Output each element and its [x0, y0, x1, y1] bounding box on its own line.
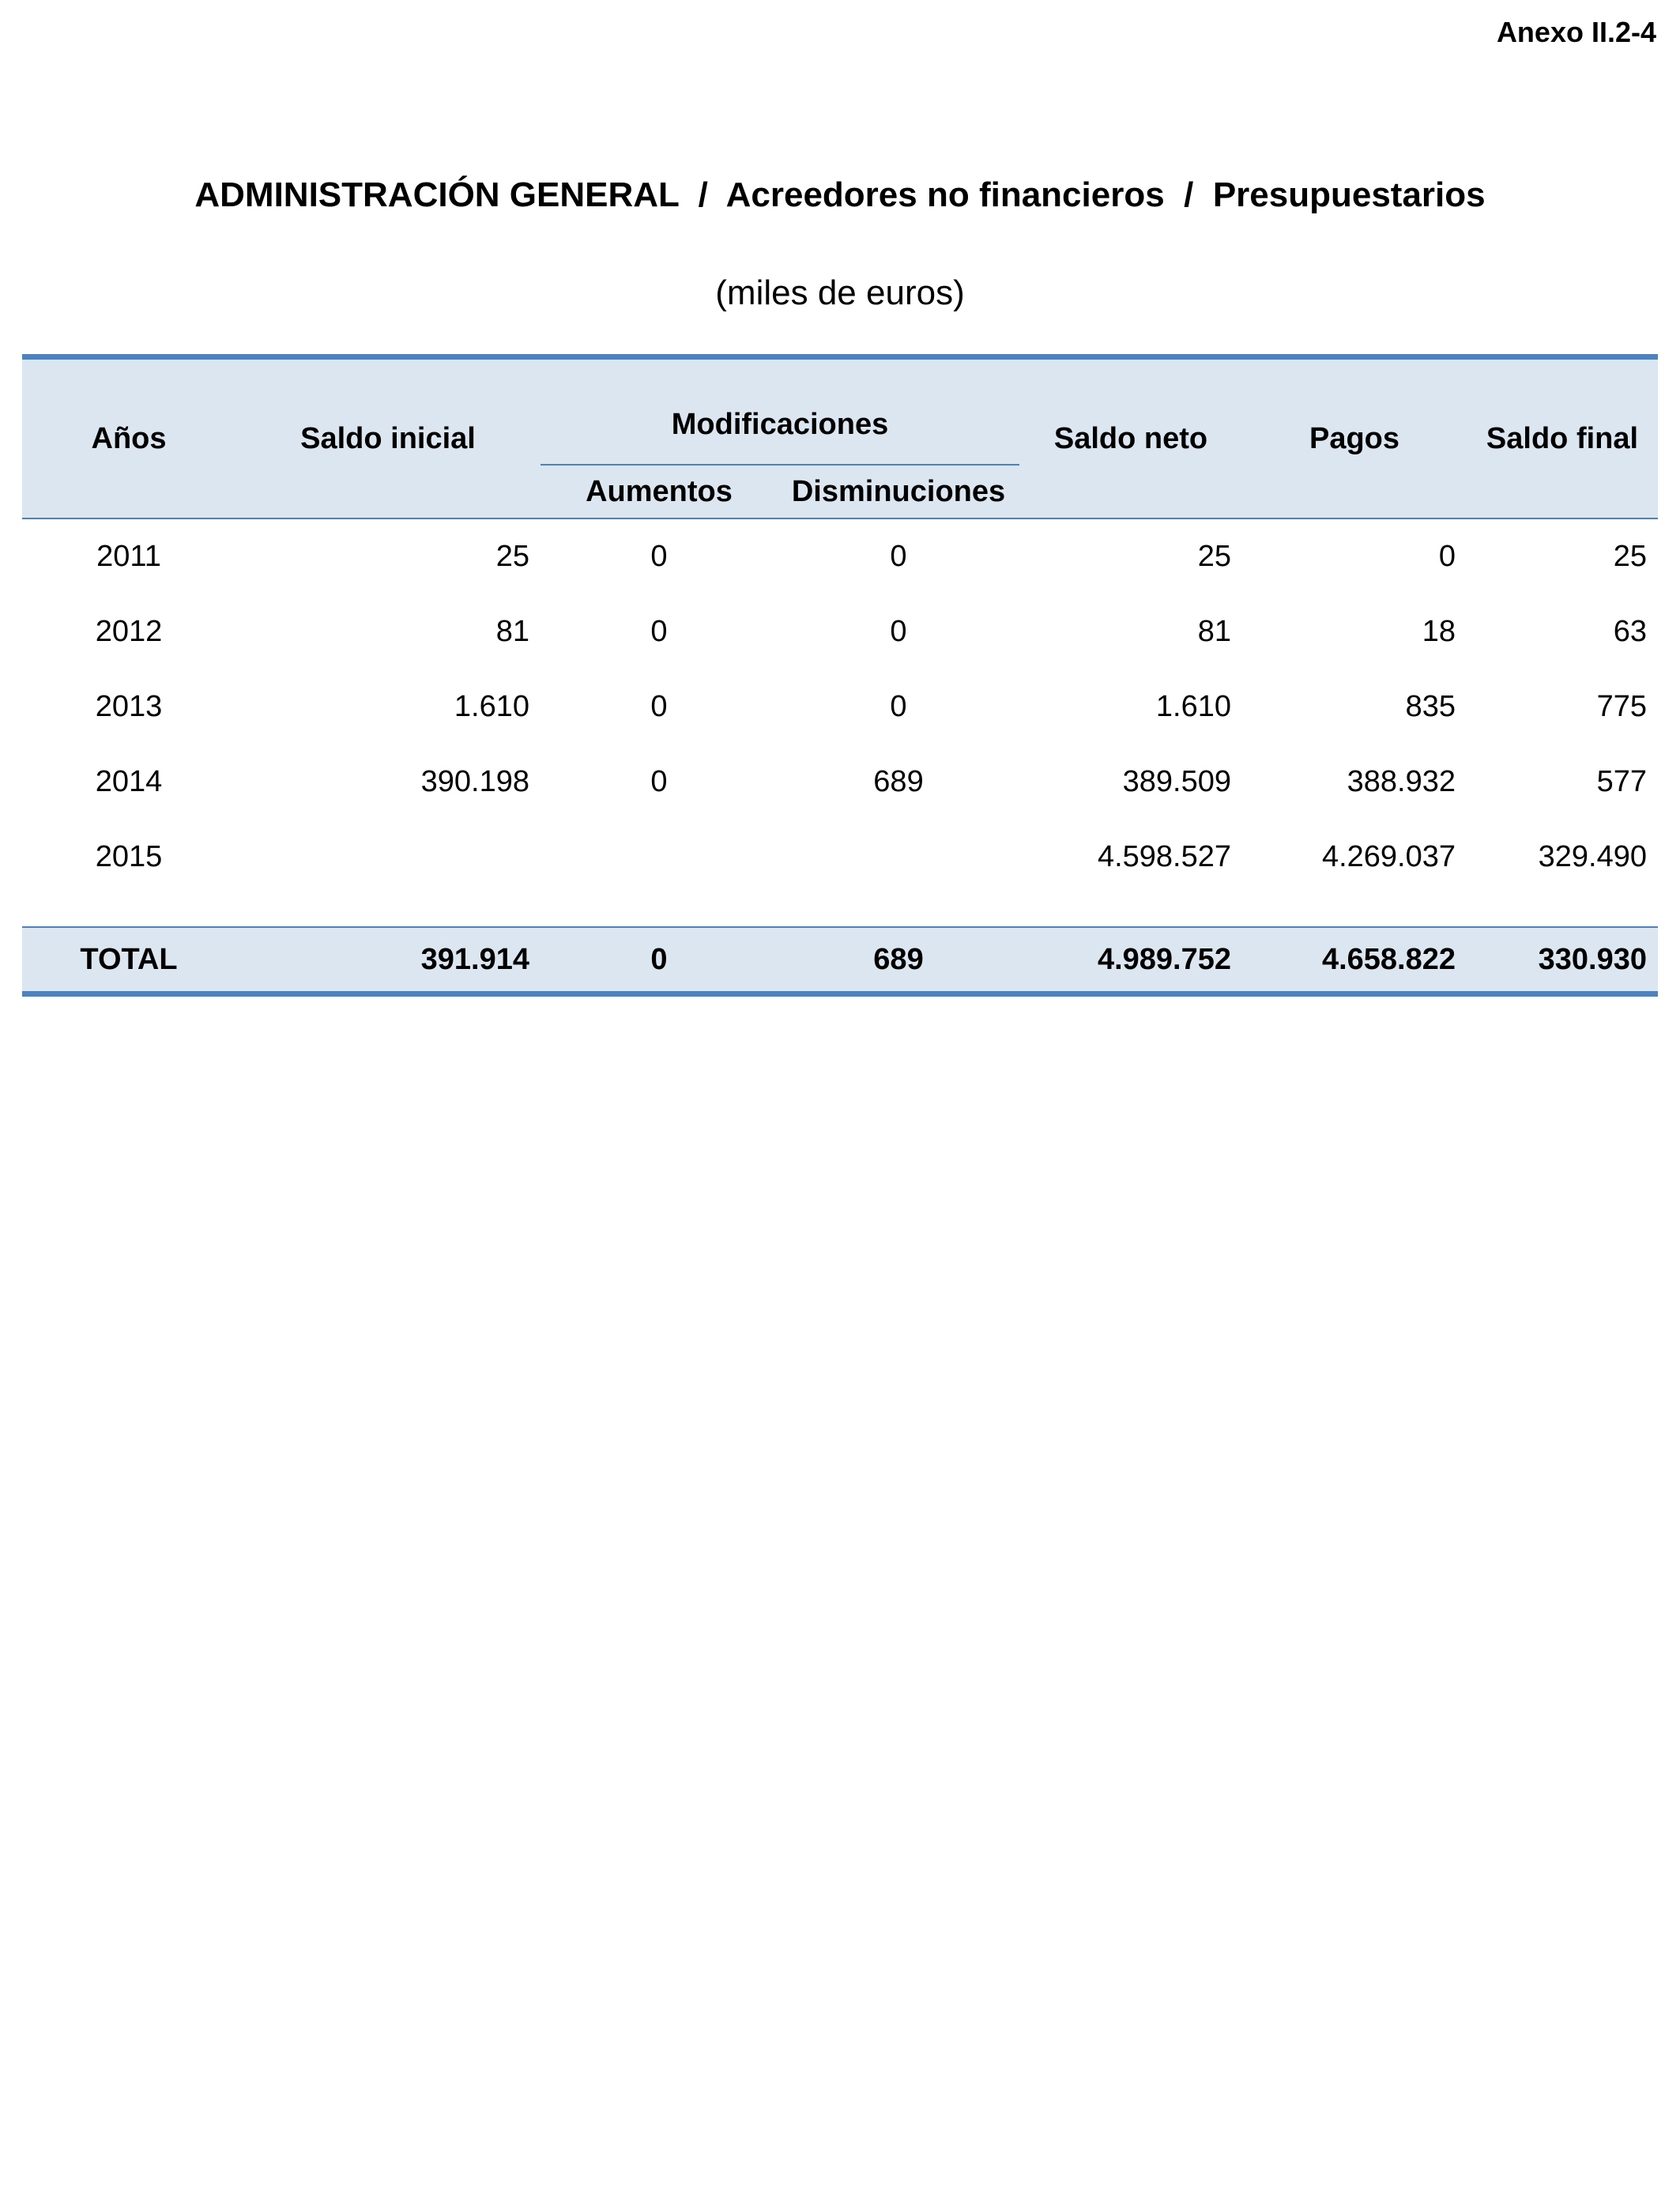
cell-net: 4.598.527	[1097, 840, 1231, 873]
total-payments: 4.658.822	[1242, 927, 1467, 994]
header-increases: Aumentos	[541, 465, 778, 518]
cell-payments: 388.932	[1347, 765, 1456, 798]
cell-year: 2015	[95, 840, 163, 873]
cell-final: 577	[1596, 765, 1647, 798]
table-row	[22, 594, 1658, 669]
cell-payments: 835	[1405, 690, 1456, 723]
table-footer	[22, 927, 1658, 994]
cell-final: 775	[1596, 690, 1647, 723]
cell-payments: 4.269.037	[1321, 840, 1456, 873]
header-initial-balance: Saldo inicial	[235, 357, 541, 519]
cell-increases	[541, 820, 778, 895]
cell-payments: 0	[1438, 540, 1456, 573]
cell-decreases: 0	[890, 690, 907, 723]
cell-year: 2011	[96, 540, 161, 573]
header-years: Años	[22, 357, 235, 519]
annex-label: Anexo II.2-4	[1496, 16, 1656, 48]
cell-final: 329.490	[1538, 840, 1647, 873]
cell-increases: 0	[650, 615, 668, 648]
header-final-balance: Saldo final	[1467, 357, 1658, 519]
cell-net: 25	[1197, 540, 1231, 573]
table-row	[22, 745, 1658, 820]
cell-decreases: 689	[873, 765, 924, 798]
cell-initial: 25	[495, 540, 529, 573]
cell-decreases: 0	[890, 615, 907, 648]
cell-payments: 18	[1422, 615, 1456, 648]
cell-year: 2012	[95, 615, 163, 648]
header-modifications: Modificaciones	[541, 357, 1019, 466]
cell-net: 1.610	[1155, 690, 1231, 723]
cell-year: 2014	[95, 765, 163, 798]
spacer-row	[22, 895, 1658, 927]
cell-net: 389.509	[1122, 765, 1231, 798]
cell-initial: 390.198	[420, 765, 529, 798]
cell-increases: 0	[650, 540, 668, 573]
header-net-balance: Saldo neto	[1019, 357, 1242, 519]
total-row	[22, 927, 1658, 994]
cell-increases: 0	[650, 765, 668, 798]
table-row	[22, 820, 1658, 895]
total-label: TOTAL	[22, 927, 235, 994]
table-header	[22, 357, 1658, 519]
page-title: ADMINISTRACIÓN GENERAL / Acreedores no financieros / Presupuestarios	[194, 175, 1486, 214]
cell-decreases	[778, 820, 1019, 895]
cell-final: 63	[1613, 615, 1647, 648]
cell-year: 2013	[95, 690, 163, 723]
spacer-cell	[22, 895, 1658, 927]
cell-net: 81	[1197, 615, 1231, 648]
total-initial: 391.914	[235, 927, 541, 994]
creditors-table	[22, 354, 1658, 997]
units-subtitle: (miles de euros)	[715, 273, 965, 312]
table-body	[22, 518, 1658, 927]
header-payments: Pagos	[1242, 357, 1467, 519]
header-decreases: Disminuciones	[778, 465, 1019, 518]
table-row	[22, 518, 1658, 594]
total-increases: 0	[541, 927, 778, 994]
cell-decreases: 0	[890, 540, 907, 573]
table-row	[22, 669, 1658, 745]
cell-initial: 81	[495, 615, 529, 648]
cell-increases: 0	[650, 690, 668, 723]
total-net: 4.989.752	[1019, 927, 1242, 994]
total-final: 330.930	[1467, 927, 1658, 994]
total-decreases: 689	[778, 927, 1019, 994]
cell-final: 25	[1613, 540, 1647, 573]
cell-initial	[235, 820, 541, 895]
cell-initial: 1.610	[454, 690, 529, 723]
